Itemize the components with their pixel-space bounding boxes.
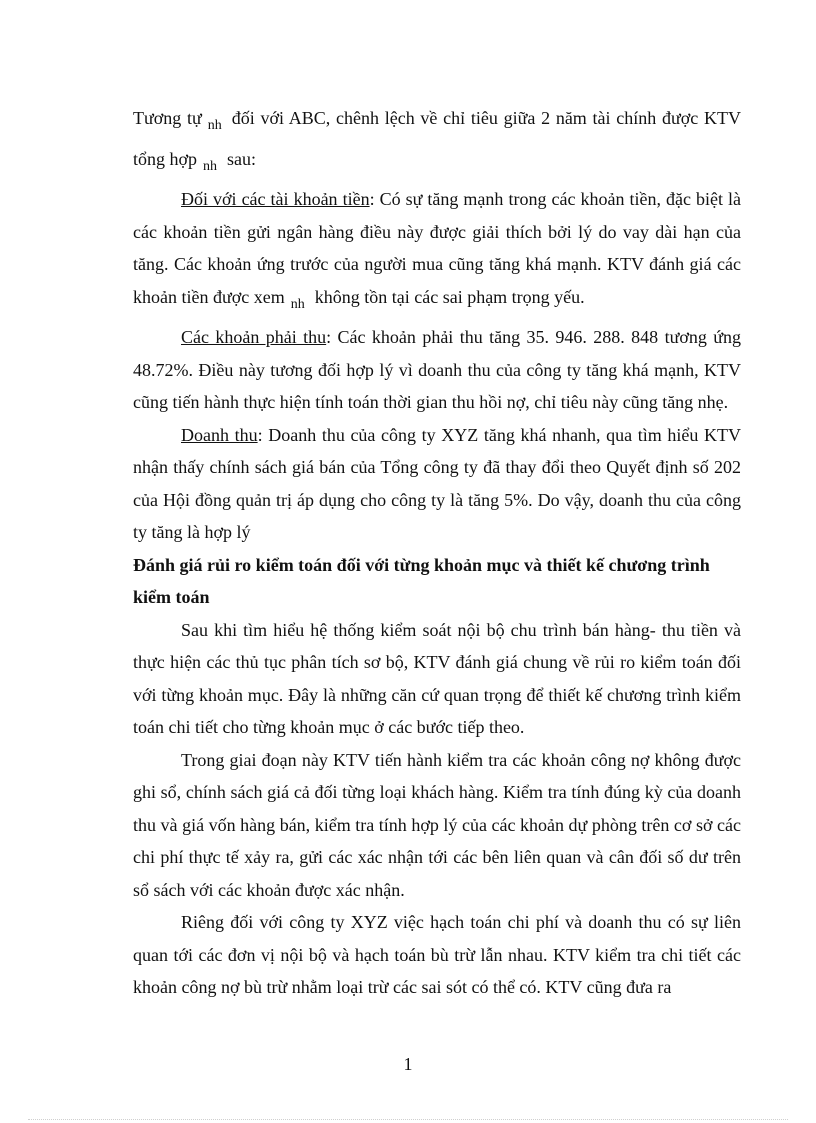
page-number: 1 <box>403 1054 413 1074</box>
revenue-text: : Doanh thu của công ty XYZ tăng khá nhanh, qua tìm hiểu KTV nhận thấy chính sách giá bán của Tổng công ty đã thay đổi theo Quyết định số 202 của Hội đồng quản trị áp dụng cho công ty là tăng 5%. Do vậy, doanh thu của công ty tăng là hợp lý <box>133 424 741 542</box>
receivables-text: : Các khoản phải thu tăng 35. 946. 288. 848 tương ứng 48.72%. Điều này tương đối hợp lý vì doanh thu của công ty tăng khá mạnh, KTV cũng tiến hành thực hiện tính toán thời gian thu hồi nợ, chỉ tiêu này cũng tăng nhẹ. <box>133 327 741 412</box>
paragraph-receivables <box>133 321 741 419</box>
cash-accounts-label: Đối với các tài khoản tiền <box>181 189 370 209</box>
paragraph-revenue <box>133 419 741 549</box>
paragraph-xyz-specific: Riêng đối với công ty XYZ việc hạch toán chi phí và doanh thu có sự liên quan tới các đơn vị nội bộ và hạch toán bù trừ lẫn nhau. KTV kiểm tra chi tiết các khoản công nợ bù trừ nhằm loại trừ các sai sót có thể có. KTV cũng đưa ra <box>133 912 741 997</box>
receivables-label: Các khoản phải thu <box>181 327 327 347</box>
cash-accounts-text-2: không tồn tại các sai phạm trọng yếu. <box>314 286 585 307</box>
footer-divider <box>28 1119 788 1120</box>
revenue-label: Doanh thu <box>181 424 258 445</box>
paragraph-internal-control: Sau khi tìm hiểu hệ thống kiểm soát nội bộ chu trình bán hàng- thu tiền và thực hiện các thủ tục phân tích sơ bộ, KTV đánh giá chung về rủi ro kiểm toán đối với từng khoản mục. Đây là những căn cứ quan trọng để thiết kế chương trình kiểm toán chi tiết cho từng khoản mục ở các bước tiếp theo. <box>133 619 741 737</box>
paragraph-testing-stage: Trong giai đoạn này KTV tiến hành kiểm tra các khoản công nợ không được ghi sổ, chính sách giá cả đối từng loại khách hàng. Kiểm tra tính đúng kỳ của doanh thu và giá vốn hàng bán, kiểm tra tính hợp lý của các khoản dự phòng trên cơ sở các chi phí thực tế xảy ra, gửi các xác nhận tới các bên liên quan và cân đối số dư trên sổ sách với các khoản được xác nhận. <box>133 749 741 900</box>
cash-accounts-text-1: : Có sự tăng mạnh trong các khoản tiền, đặc biệt là các khoản tiền gửi ngân hàng điều này được giải thích bởi lý do vay dài hạn của tăng. Các khoản ứng trước của người mua cũng tăng khá mạnh. KTV đánh giá các khoản tiền được xem <box>133 189 741 307</box>
intro-text-2: đối với ABC, chênh lệch về chỉ tiêu giữa 2 năm tài chính được KTV tổng hợp <box>133 108 741 169</box>
intro-nh-2: nh <box>203 158 218 174</box>
section-heading: Đánh giá rủi ro kiểm toán đối với từng khoản mục và thiết kế chương trình kiểm toán <box>133 554 710 607</box>
intro-text-3: sau: <box>227 148 257 169</box>
paragraph-comparison-intro <box>133 102 741 183</box>
page-body <box>133 102 741 1004</box>
intro-text-1: Tương tự <box>133 108 202 128</box>
cash-accounts-nh: nh <box>290 296 305 312</box>
paragraph-cash-accounts <box>133 183 741 321</box>
intro-nh-1: nh <box>207 118 222 133</box>
